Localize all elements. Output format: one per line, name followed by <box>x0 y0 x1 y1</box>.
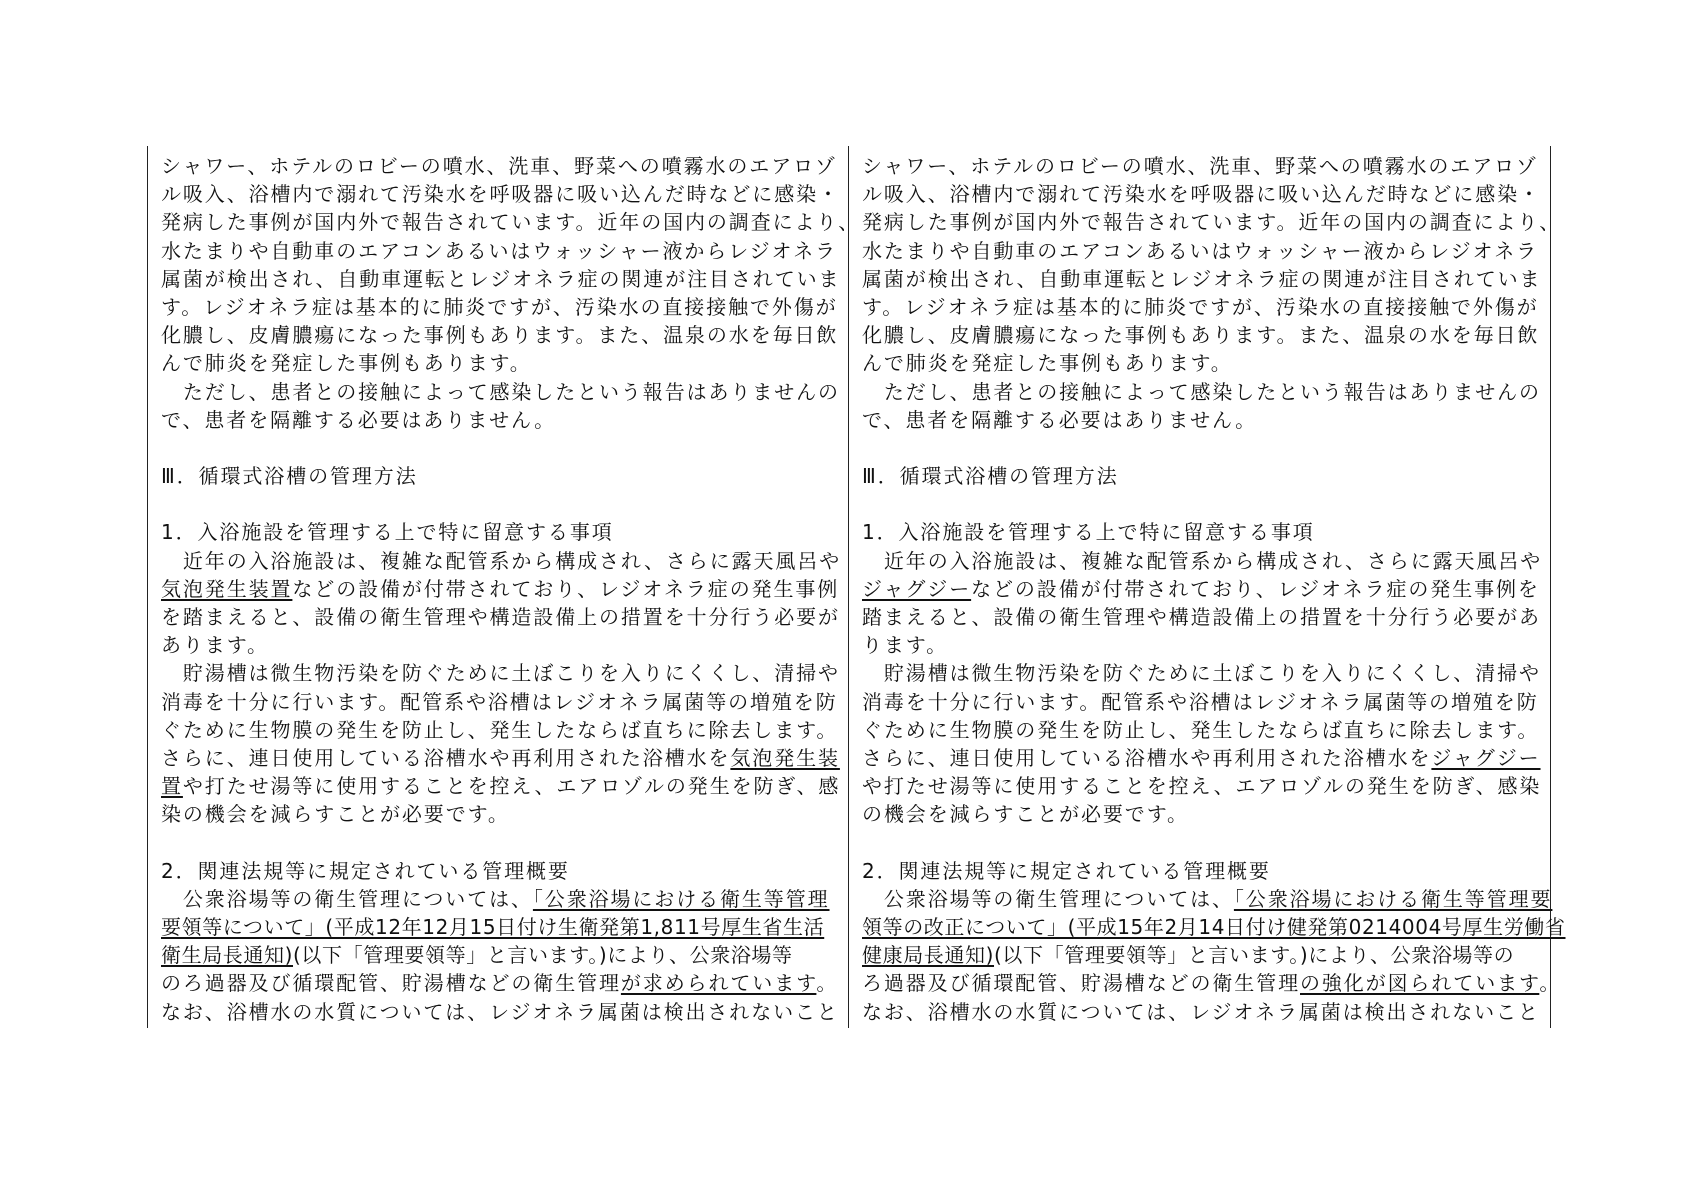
paragraph-line: 消毒を十分に行います。配管系や浴槽はレジオネラ属菌等の増殖を防 <box>862 689 1539 714</box>
right-column <box>862 152 1566 1026</box>
section-heading: Ⅲ．循環式浴槽の管理方法 <box>862 464 1119 489</box>
paragraph-line: ただし、患者との接触によって感染したという報告はありませんの <box>862 379 1541 404</box>
paragraph-line: あります。 <box>161 633 269 658</box>
paragraph-line: ろ過器及び循環配管、貯湯槽などの衛生管理の強化が図られています。 <box>862 971 1562 996</box>
paragraph-line: ぐために生物膜の発生を防止し、発生したならば直ちに除去します。 <box>862 717 1540 742</box>
paragraph-line: シャワー、ホテルのロビーの噴水、洗車、野菜への噴霧水のエアロゾ <box>862 154 1538 178</box>
column-divider <box>848 146 849 1028</box>
paragraph-line: シャワー、ホテルのロビーの噴水、洗車、野菜への噴霧水のエアロゾ <box>161 154 837 178</box>
paragraph-line: や打たせ湯等に使用することを控え、エアロゾルの発生を防ぎ、感染 <box>862 774 1542 799</box>
paragraph-line: 貯湯槽は微生物汚染を防ぐために土ぼこりを入りにくくし、清掃や <box>161 661 840 686</box>
paragraph-line: 置や打たせ湯等に使用することを控え、エアロゾルの発生を防ぎ、感 <box>161 774 841 799</box>
paragraph-line: ル吸入、浴槽内で溺れて汚染水を呼吸器に吸い込んだ時などに感染・ <box>862 182 1541 207</box>
paragraph-line: さらに、連日使用している浴槽水や再利用された浴槽水を気泡発生装 <box>161 745 840 770</box>
paragraph-line: 消毒を十分に行います。配管系や浴槽はレジオネラ属菌等の増殖を防 <box>161 689 838 714</box>
paragraph-line: 発病した事例が国内外で報告されています。近年の国内の調査により、 <box>161 210 861 235</box>
paragraph-line: 水たまりや自動車のエアコンあるいはウォッシャー液からレジオネラ <box>161 238 837 263</box>
paragraph-line: で、患者を隔離する必要はありません。 <box>161 407 556 432</box>
underlined-term: ジャグジー <box>862 576 972 601</box>
underlined-citation: 要領等について」(平成12年12月15日付け生衛発第1,811号厚生省生活 <box>161 915 825 940</box>
underlined-citation: 「公衆浴場における衛生等管理 <box>532 886 830 911</box>
paragraph-line: 公衆浴場等の衛生管理については、「公衆浴場における衛生等管理 <box>161 886 830 911</box>
paragraph-line: 衛生局長通知)(以下「管理要領等」と言います。)により、公衆浴場等 <box>161 943 793 968</box>
paragraph-line: 属菌が検出され、自動車運転とレジオネラ症の関連が注目されていま <box>161 266 841 291</box>
paragraph-line: 健康局長通知)(以下「管理要領等」と言います。)により、公衆浴場等の <box>862 943 1515 968</box>
paragraph-line: 公衆浴場等の衛生管理については、「公衆浴場における衛生等管理要 <box>862 886 1553 911</box>
section-heading: Ⅲ．循環式浴槽の管理方法 <box>161 464 418 489</box>
paragraph-line: のろ過器及び循環配管、貯湯槽などの衛生管理が求められています。 <box>161 971 839 996</box>
underlined-term: ジャグジー <box>1431 745 1541 770</box>
underlined-citation: 領等の改正について」(平成15年2月14日付け健発第0214004号厚生労働省 <box>862 915 1566 940</box>
paragraph-line: ただし、患者との接触によって感染したという報告はありませんの <box>161 379 840 404</box>
paragraph-line: 気泡発生装置などの設備が付帯されており、レジオネラ症の発生事例 <box>161 576 840 601</box>
paragraph-line: 踏まえると、設備の衛生管理や構造設備上の措置を十分行う必要があ <box>862 605 1541 629</box>
paragraph-line: 貯湯槽は微生物汚染を防ぐために土ぼこりを入りにくくし、清掃や <box>862 661 1541 686</box>
paragraph-line: 化膿し、皮膚膿瘍になった事例もあります。また、温泉の水を毎日飲 <box>862 323 1540 348</box>
paragraph-line: んで肺炎を発症した事例もあります。 <box>161 351 532 376</box>
paragraph-line: ル吸入、浴槽内で溺れて汚染水を呼吸器に吸い込んだ時などに感染・ <box>161 182 840 207</box>
underlined-term: が求められています <box>620 971 817 996</box>
paragraph-line: ぐために生物膜の発生を防止し、発生したならば直ちに除去します。 <box>161 717 839 742</box>
paragraph-line: す。レジオネラ症は基本的に肺炎ですが、汚染水の直接接触で外傷が <box>862 294 1539 319</box>
paragraph-line: を踏まえると、設備の衛生管理や構造設備上の措置を十分行う必要が <box>161 605 840 629</box>
paragraph-line: 近年の入浴施設は、複雑な配管系から構成され、さらに露天風呂や <box>161 548 842 573</box>
paragraph-line: 化膿し、皮膚膿瘍になった事例もあります。また、温泉の水を毎日飲 <box>161 323 839 348</box>
underlined-term: 気泡発生装置 <box>161 576 293 601</box>
underlined-citation: 「公衆浴場における衛生等管理要 <box>1233 886 1553 911</box>
subsection-heading: 1．入浴施設を管理する上で特に留意する事項 <box>161 520 614 545</box>
paragraph-line: の機会を減らすことが必要です。 <box>862 802 1189 827</box>
paragraph-line: 属菌が検出され、自動車運転とレジオネラ症の関連が注目されていま <box>862 266 1542 291</box>
paragraph-line: す。レジオネラ症は基本的に肺炎ですが、汚染水の直接接触で外傷が <box>161 294 838 319</box>
paragraph-line: なお、浴槽水の水質については、レジオネラ属菌は検出されないこと <box>161 999 839 1024</box>
paragraph-line <box>862 913 1566 941</box>
paragraph-line: 近年の入浴施設は、複雑な配管系から構成され、さらに露天風呂や <box>862 548 1543 573</box>
comparison-table <box>147 146 1566 1028</box>
paragraph-line: ります。 <box>862 633 948 658</box>
paragraph-line: さらに、連日使用している浴槽水や再利用された浴槽水をジャグジー <box>862 745 1541 770</box>
paragraph-line <box>161 913 841 941</box>
paragraph-line: んで肺炎を発症した事例もあります。 <box>862 351 1233 376</box>
underlined-term: の強化が図られています <box>1300 971 1540 996</box>
paragraph-line: で、患者を隔離する必要はありません。 <box>862 407 1257 432</box>
paragraph-line: ジャグジーなどの設備が付帯されており、レジオネラ症の発生事例を <box>862 576 1540 601</box>
paragraph-line: なお、浴槽水の水質については、レジオネラ属菌は検出されないこと <box>862 999 1540 1024</box>
underlined-term: 置 <box>161 774 183 799</box>
paragraph-line: 発病した事例が国内外で報告されています。近年の国内の調査により、 <box>862 210 1562 235</box>
underlined-citation: 健康局長通知) <box>862 943 995 968</box>
subsection-heading: 1．入浴施設を管理する上で特に留意する事項 <box>862 520 1315 545</box>
subsection-heading: 2．関連法規等に規定されている管理概要 <box>862 858 1271 883</box>
subsection-heading: 2．関連法規等に規定されている管理概要 <box>161 858 570 883</box>
underlined-citation: 衛生局長通知) <box>161 943 294 968</box>
paragraph-line: 染の機会を減らすことが必要です。 <box>161 802 510 827</box>
paragraph-line: 水たまりや自動車のエアコンあるいはウォッシャー液からレジオネラ <box>862 238 1538 263</box>
left-column <box>161 152 861 1026</box>
underlined-term: 気泡発生装 <box>730 745 840 770</box>
